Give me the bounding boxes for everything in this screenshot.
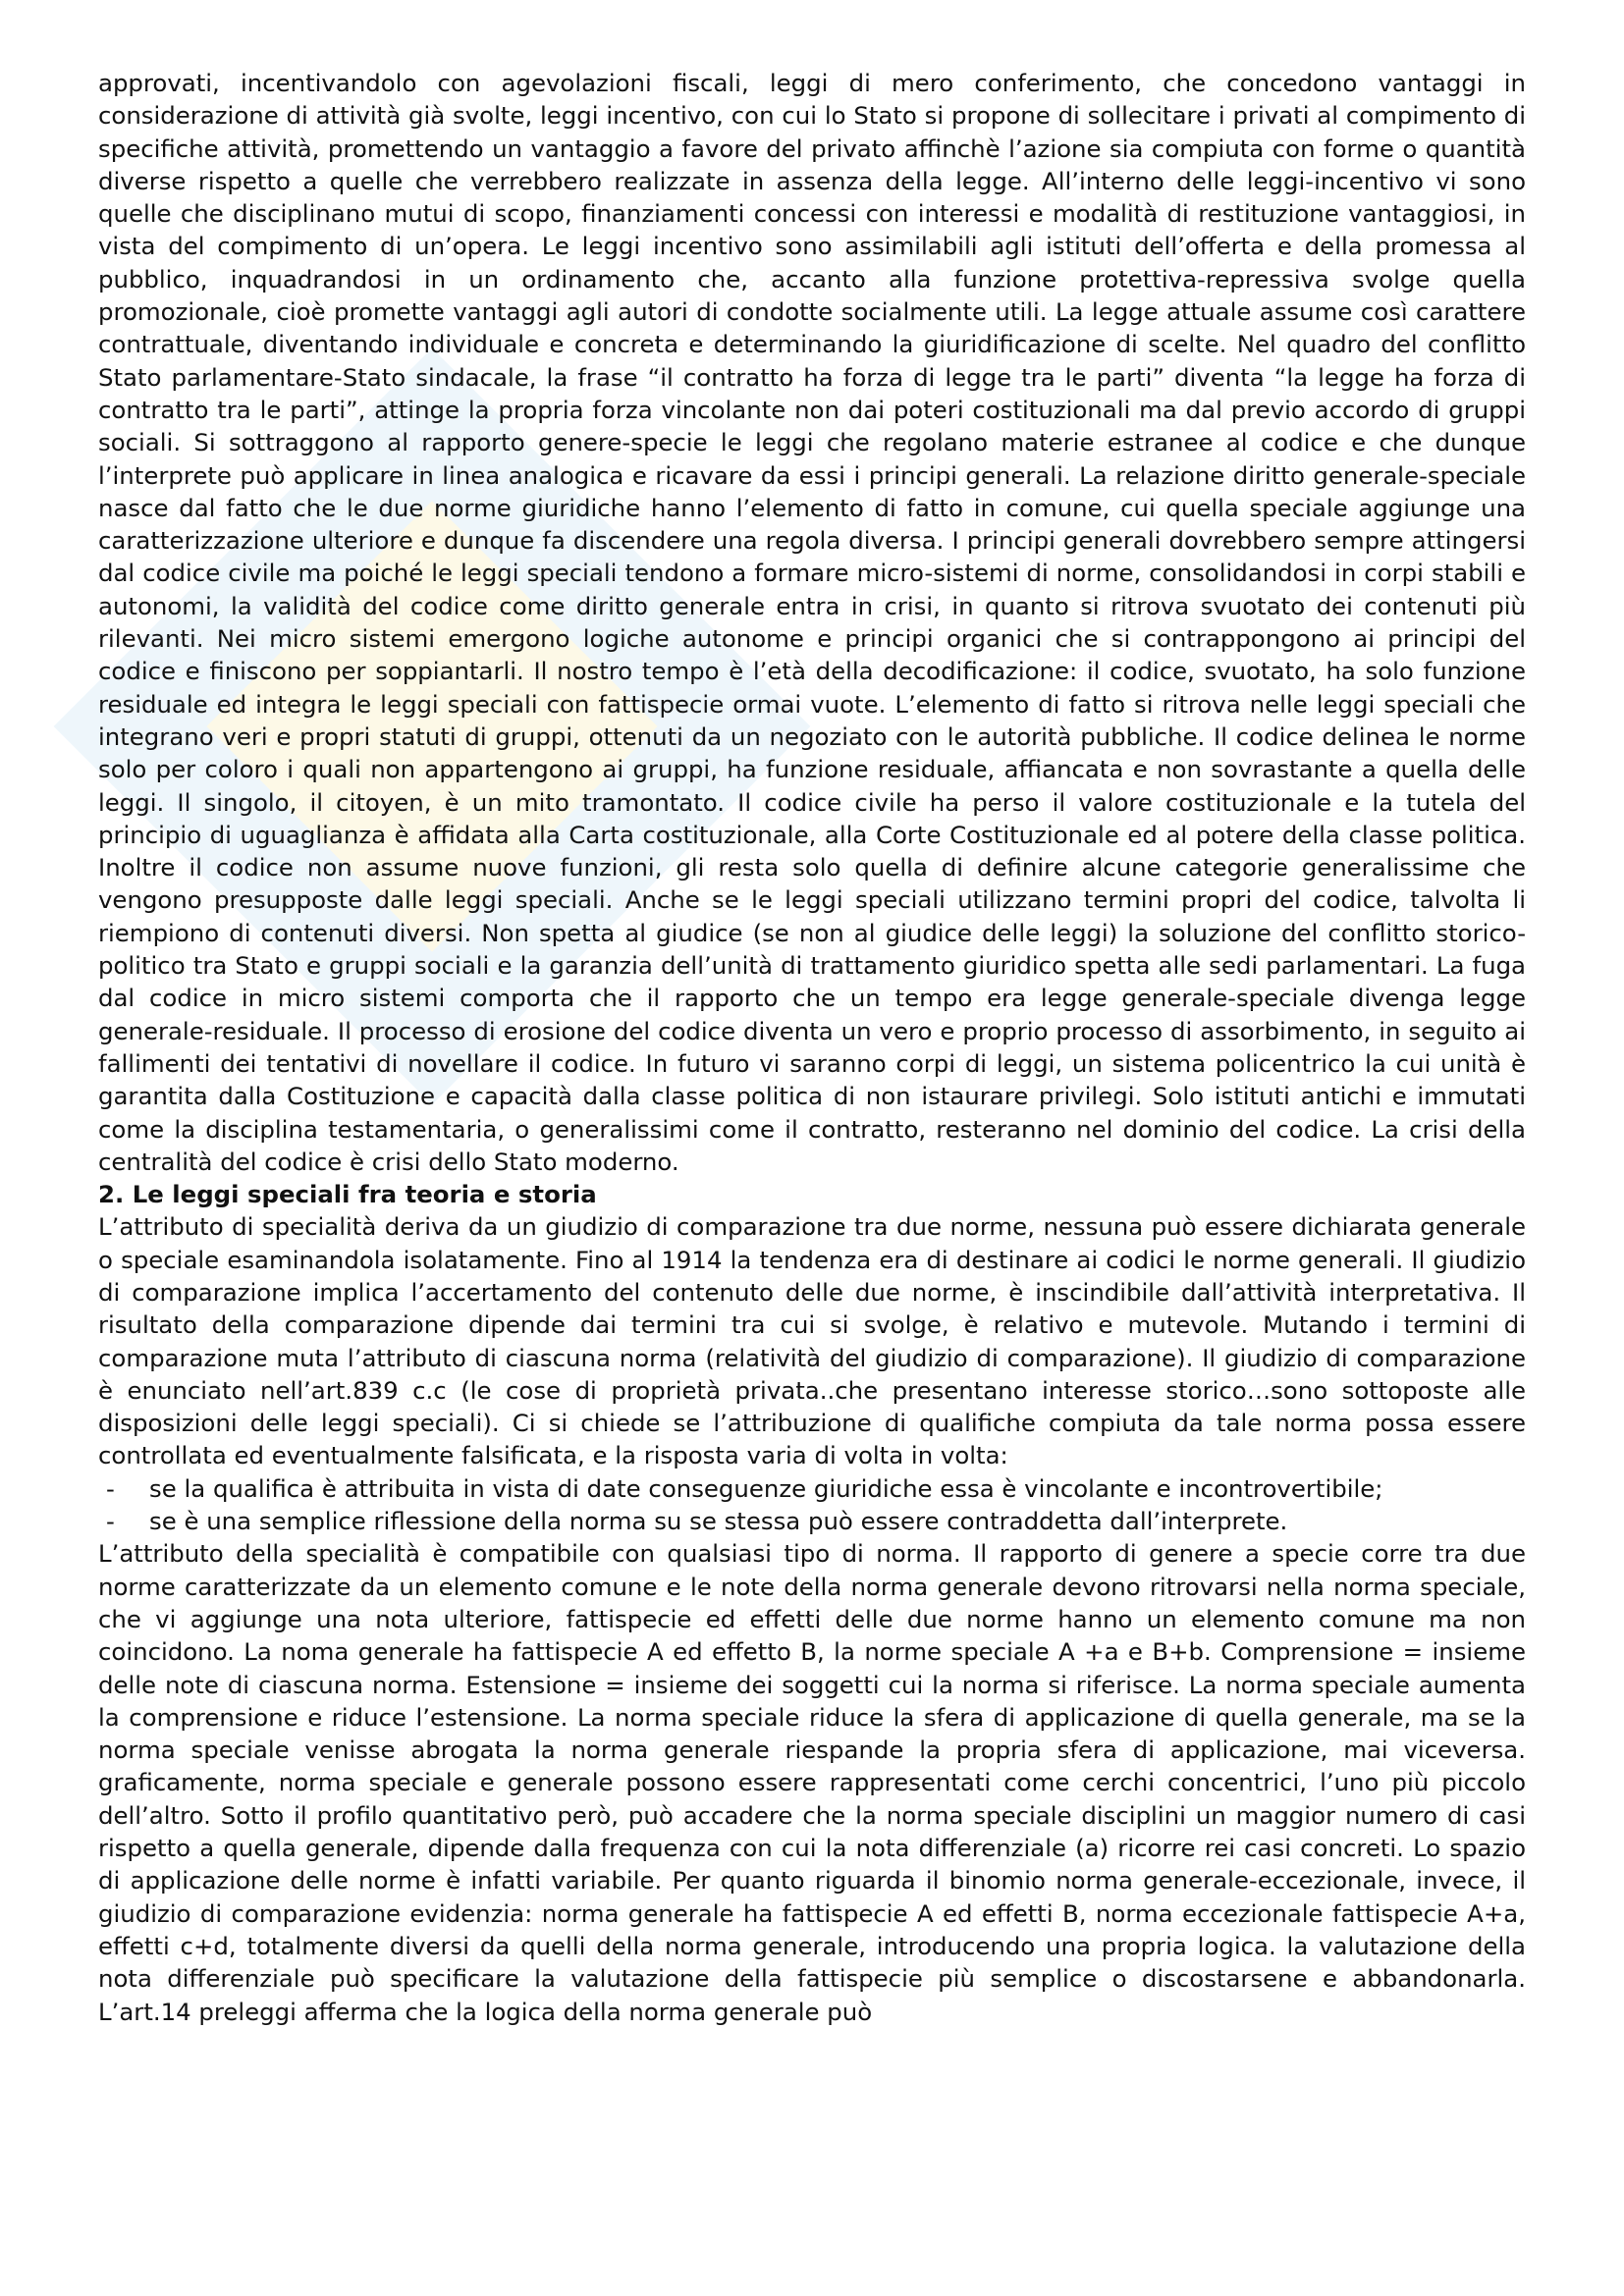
paragraph-intro: approvati, incentivandolo con agevolazioni fiscali, leggi di mero conferimento, che concedono vantaggi in considerazione di attività già svolte, leggi incentivo, con cui lo Stato si propone di sollecitare i privati al compimento di specifiche attività, promettendo un vantaggio a favore del privato affinchè l’azione sia compiuta con forme o quantità diverse rispetto a quelle che verrebbero realizzate in assenza della legge. All’interno delle leggi-incentivo vi sono quelle che disciplinano mutui di scopo, finanziamenti concessi con interessi e modalità di restituzione vantaggiosi, in vista del compimento di un’opera. Le leggi incentivo sono assimilabili agli istituti dell’offerta e della promessa al pubblico, inquadrandosi in un ordinamento che, accanto alla funzione protettiva-repressiva svolge quella promozionale, cioè promette vantaggi agli autori di condotte socialmente utili. La legge attuale assume così carattere contrattuale, diventando individuale e concreta e determinando la giuridificazione di scelte. Nel quadro del conflitto Stato parlamentare-Stato sindacale, la frase “il contratto ha forza di legge tra le parti” diventa “la legge ha forza di contratto tra le parti”, attinge la propria forza vincolante non dai poteri costituzionali ma dal previo accordo di gruppi sociali. Si sottraggono al rapporto genere-specie le leggi che regolano materie estranee al codice e che dunque l’interprete può applicare in linea analogica e ricavare da essi i principi generali. La relazione diritto generale-speciale nasce dal fatto che le due norme giuridiche hanno l’elemento di fatto in comune, cui quella speciale aggiunge una caratterizzazione ulteriore e dunque fa discendere una regola diversa. I principi generali dovrebbero sempre attingersi dal codice civile ma poiché le leggi speciali tendono a formare micro-sistemi di norme, consolidandosi in corpi stabili e autonomi, la validità del codice come diritto generale entra in crisi, in quanto si ritrova svuotato dei contenuti più rilevanti. Nei micro sistemi emergono logiche autonome e principi organici che si contrappongono ai principi del codice e finiscono per soppiantarli. Il nostro tempo è l’età della decodificazione: il codice, svuotato, ha solo funzione residuale ed integra le leggi speciali con fattispecie ormai vuote. L’elemento di fatto si ritrova nelle leggi speciali che integrano veri e propri statuti di gruppi, ottenuti da un negoziato con le autorità pubbliche. Il codice delinea le norme solo per coloro i quali non appartengono ai gruppi, ha funzione residuale, affiancata e non sovrastante a quella delle leggi. Il singolo, il citoyen, è un mito tramontato. Il codice civile ha perso il valore costituzionale e la tutela del principio di uguaglianza è affidata alla Carta costituzionale, alla Corte Costituzionale ed al potere della classe politica. Inoltre il codice non assume nuove funzioni, gli resta solo quella di definire alcune categorie generalissime che vengono presupposte dalle leggi speciali. Anche se le leggi speciali utilizzano termini propri del codice, talvolta li riempiono di contenuti diversi. Non spetta al giudice (se non al giudice delle leggi) la soluzione del conflitto storico-politico tra Stato e gruppi sociali e la garanzia dell’unità di trattamento giuridico spetta alle sedi parlamentari. La fuga dal codice in micro sistemi comporta che il rapporto che un tempo era legge generale-speciale divenga legge generale-residuale. Il processo di erosione del codice diventa un vero e proprio processo di assorbimento, in seguito ai fallimenti dei tentativi di novellare il codice. In futuro vi saranno corpi di leggi, un sistema policentrico la cui unità è garantita dalla Costituzione e capacità dalla classe politica di non istaurare privilegi. Solo istituti antichi e immutati come la disciplina testamentaria, o generalissimi come il contratto, resteranno nel dominio del codice. La crisi della centralità del codice è crisi dello Stato moderno. (98, 69, 1526, 1176)
section-heading: 2. Le leggi speciali fra teoria e storia (98, 1180, 597, 1209)
list-item: - se la qualifica è attribuita in vista di date conseguenze giuridiche essa è vincolante e incontrovertibile; (98, 1472, 1526, 1505)
paragraph-genere-specie: L’attributo della specialità è compatibile con qualsiasi tipo di norma. Il rapporto di genere a specie corre tra due norme caratterizzate da un elemento comune e le note della norma generale devono ritrovarsi nella norma speciale, che vi aggiunge una nota ulteriore, fattispecie ed effetti delle due norme hanno un elemento comune ma non coincidono. La noma generale ha fattispecie A ed effetto B, la norme speciale A +a e B+b. Comprensione = insieme delle note di ciascuna norma. Estensione = insieme dei soggetti cui la norma si riferisce. La norma speciale aumenta la comprensione e riduce l’estensione. La norma speciale riduce la sfera di applicazione di quella generale, ma se la norma speciale venisse abrogata la norma generale riespande la propria sfera di applicazione, mai viceversa. graficamente, norma speciale e generale possono essere rappresentati come cerchi concentrici, l’uno più piccolo dell’altro. Sotto il profilo quantitativo però, può accadere che la norma speciale disciplini un maggior numero di casi rispetto a quella generale, dipende dalla frequenza con cui la nota differenziale (a) ricorre rei casi concreti. Lo spazio di applicazione delle norme è infatti variabile. Per quanto riguarda il binomio norma generale-eccezionale, invece, il giudizio di comparazione evidenzia: norma generale ha fattispecie A ed effetti B, norma eccezionale fattispecie A+a, effetti c+d, totalmente diversi da quelli della norma generale, introducendo una propria logica. la valutazione della nota differenziale può specificare la valutazione della fattispecie più semplice o discostarsene e abbandonarla. L’art.14 preleggi afferma che la logica della norma generale può (98, 1539, 1526, 2026)
document-page (98, 67, 1526, 2028)
paragraph-specialita: L’attributo di specialità deriva da un giudizio di comparazione tra due norme, nessuna può essere dichiarata generale o speciale esaminandola isolatamente. Fino al 1914 la tendenza era di destinare ai codici le norme generali. Il giudizio di comparazione implica l’accertamento del contenuto delle due norme, è inscindibile dall’attività interpretativa. Il risultato della comparazione dipende dai termini tra cui si svolge, è relativo e mutevole. Mutando i termini di comparazione muta l’attributo di ciascuna norma (relatività del giudizio di comparazione). Il giudizio di comparazione è enunciato nell’art.839 c.c (le cose di proprietà privata..che presentano interesse storico…sono sottoposte alle disposizioni delle leggi speciali). Ci si chiede se l’attribuzione di qualifiche compiuta da tale norma possa essere controllata ed eventualmente falsificata, e la risposta varia di volta in volta: (98, 1212, 1526, 1470)
list-item: - se è una semplice riflessione della norma su se stessa può essere contraddetta dall’interprete. (98, 1505, 1526, 1537)
dash-list (98, 1472, 1526, 1538)
